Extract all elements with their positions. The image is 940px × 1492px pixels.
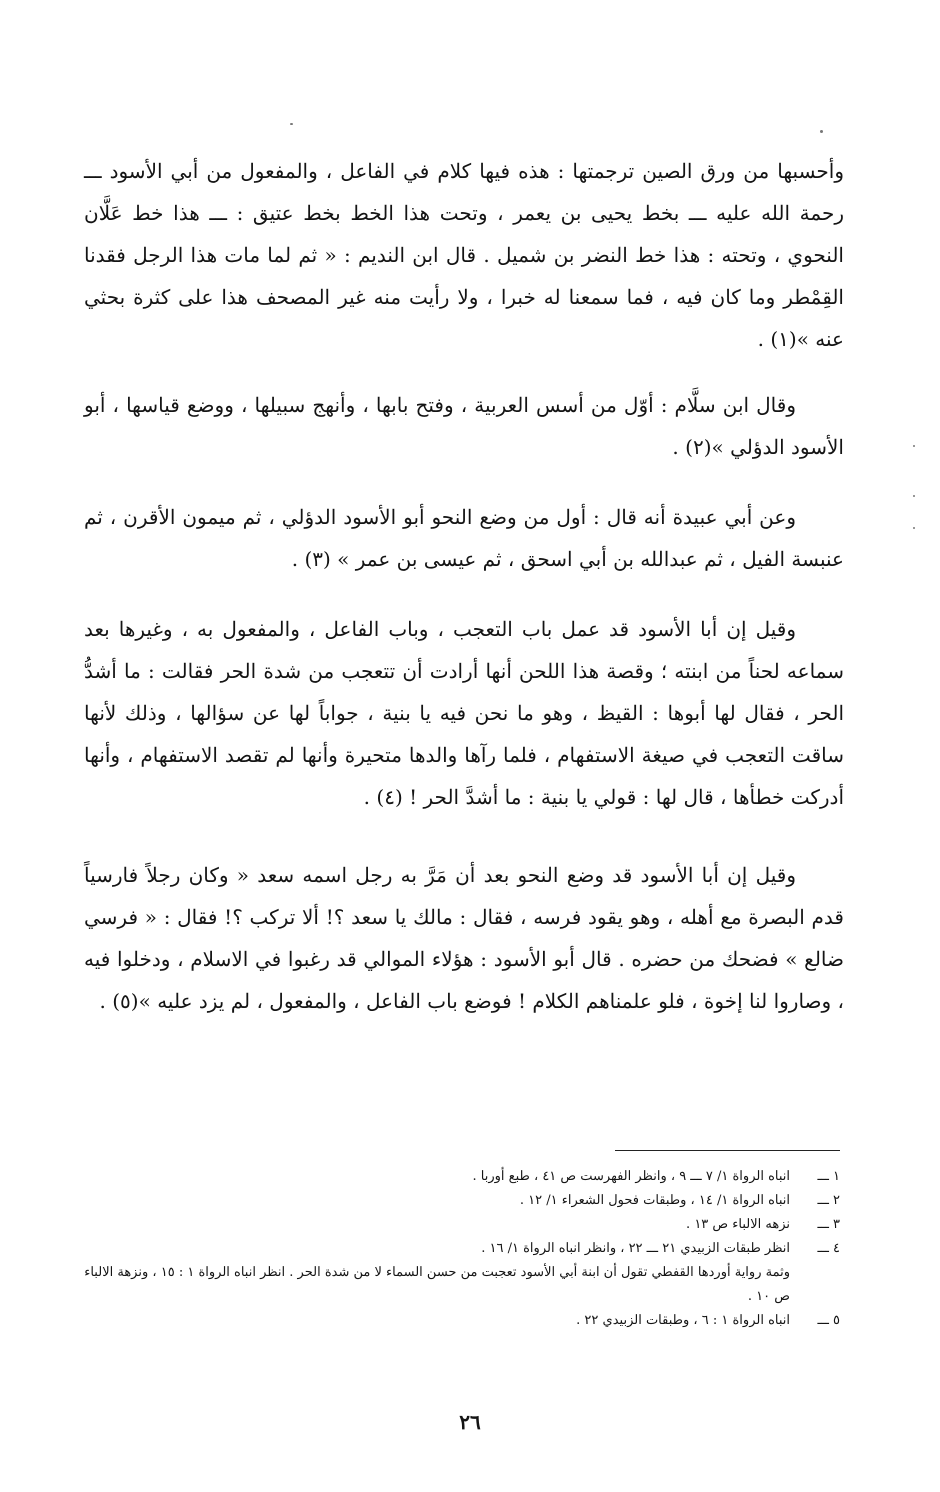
paragraph-4: وقيل إن أبا الأسود قد عمل باب التعجب ، وباب الفاعل ، والمفعول به ، وغيرها بعد سماعه لحناً من ابنته ؛ وقصة هذا اللحن أنها أرادت أن تتعجب من شدة الحر فقالت : ما أشدُّ الحر ، فقال لها أبوها : القيظ ، وهو ما نحن فيه يا بنية ، جواباً لها عن سؤالها ، وذلك لأنها ساقت التعجب في صيغة الاستفهام ، فلما رآها والدها متحيرة وأنها لم تقصد الاستفهام ، وأنها أدركت خطأها ، قال لها : قولي يا بنية : ما أشدَّ الحر ! (٤) .	[84, 617, 844, 809]
footnote-text: انباه الرواة ١ : ٦ ، وطبقات الزبيدي ٢٢ .	[576, 1313, 790, 1328]
paragraph-3: وعن أبي عبيدة أنه قال : أول من وضع النحو أبو الأسود الدؤلي ، ثم ميمون الأقرن ، ثم عنبسة الفيل ، ثم عبدالله بن أبي اسحق ، ثم عيسى بن عمر » (٣) .	[84, 505, 844, 571]
paragraph-1: وأحسبها من ورق الصين ترجمتها : هذه فيها كلام في الفاعل ، والمفعول من أبي الأسود ـــ رحمة الله عليه ـــ بخط يحيى بن يعمر ، وتحت هذا الخط بخط عتيق : ـــ هذا خط عَلَّان النحوي ، وتحته : هذا خط النضر بن شميل . قال ابن النديم : « ثم لما مات هذا الرجل فقدنا القِمْطر وما كان فيه ، فما سمعنا له خبرا ، ولا رأيت منه غير المصحف هذا على كثرة بحثي عنه »(١) .	[84, 159, 844, 351]
footnote-text: انباه الرواة ١/ ٧ ـــ ٩ ، وانظر الفهرست ص ٤١ ، طبع أوربا .	[472, 1169, 790, 1184]
scan-speck	[913, 445, 915, 447]
footnote-text: انباه الرواة ١/ ١٤ ، وطبقات فحول الشعراء ١/ ١٢ .	[519, 1193, 790, 1208]
scan-speck	[913, 527, 915, 529]
paragraph-5: وقيل إن أبا الأسود قد وضع النحو بعد أن مَرَّ به رجل اسمه سعد « وكان رجلاً فارسياً قدم البصرة مع أهله ، وهو يقود فرسه ، فقال : مالك يا سعد ؟! ألا تركب ؟! فقال : « فرسي ضالع » فضحك من حضره . قال أبو الأسود : هؤلاء الموالي قد رغبوا في الاسلام ، ودخلوا فيه ، وصاروا لنا إخوة ، فلو علمناهم الكلام ! فوضع باب الفاعل ، والمفعول ، لم يزد عليه »(٥) .	[84, 863, 844, 1013]
footnote-number: ٣ ـــ	[817, 1217, 840, 1232]
scan-speck	[820, 130, 823, 133]
page-number: ٢٦	[459, 1410, 481, 1434]
footnote-divider	[615, 1150, 840, 1151]
footnote-text: انظر طبقات الزبيدي ٢١ ـــ ٢٢ ، وانظر انباه الرواة ١/ ١٦ .	[481, 1241, 790, 1256]
footnote-1	[80, 1165, 840, 1189]
footnote-4	[80, 1237, 840, 1261]
paragraph-2: وقال ابن سلَّام : أوّل من أسس العربية ، وفتح بابها ، وأنهج سبيلها ، ووضع قياسها ، أبو الأسود الدؤلي »(٢) .	[84, 393, 844, 459]
scan-speck	[913, 495, 915, 497]
scan-speck	[290, 123, 293, 125]
footnote-3	[80, 1213, 840, 1237]
footnote-5	[80, 1309, 840, 1333]
main-text-body	[84, 150, 844, 1022]
footnote-2	[80, 1189, 840, 1213]
footnote-number: ١ ـــ	[817, 1169, 840, 1184]
footnote-number: ٤ ـــ	[817, 1241, 840, 1256]
footnote-4-continuation: وثمة رواية أوردها القفطي تقول أن ابنة أبي الأسود تعجبت من حسن السماء لا من شدة الحر . انظر انباه الرواة ١ : ١٥ ، ونزهة الالباء ص ١٠ .	[84, 1265, 790, 1304]
footnote-text: نزهه الالباء ص ١٣ .	[686, 1217, 790, 1232]
footnote-number: ٥ ـــ	[817, 1313, 840, 1328]
footnote-number: ٢ ـــ	[817, 1193, 840, 1208]
footnotes-section	[80, 1165, 840, 1333]
